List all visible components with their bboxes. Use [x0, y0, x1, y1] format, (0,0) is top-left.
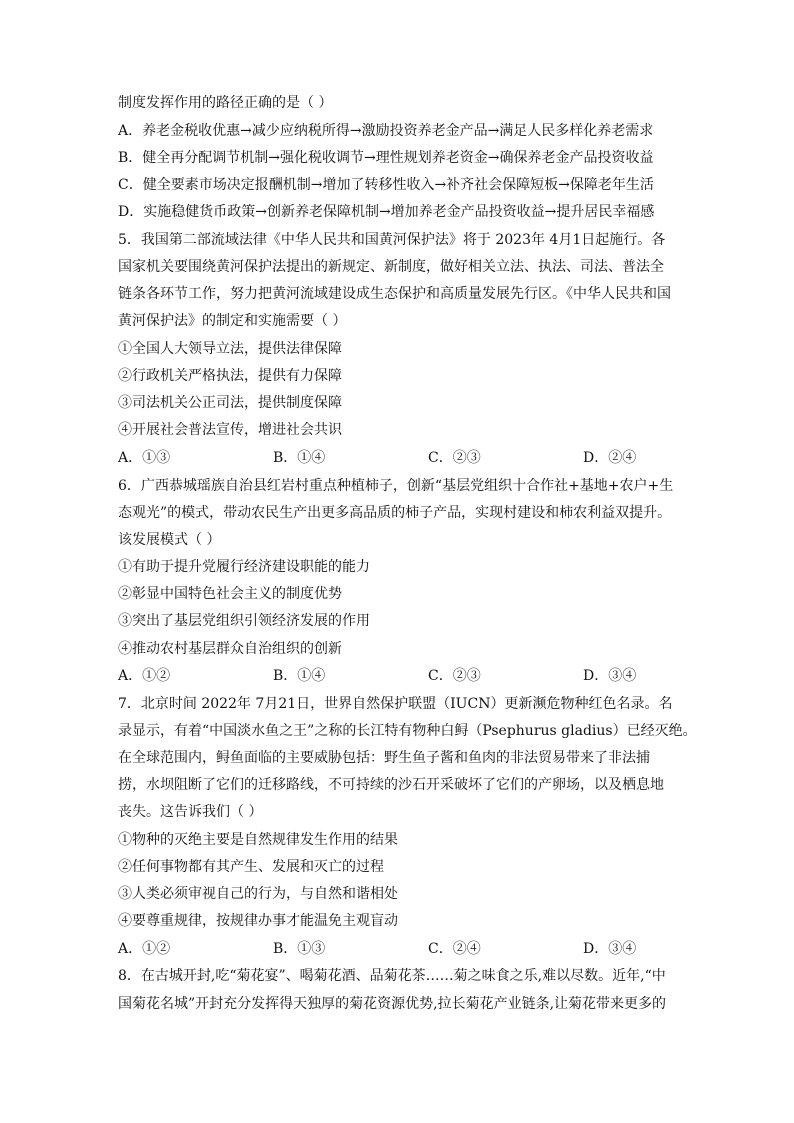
q5-choice-a[interactable]: A．①③: [118, 450, 171, 466]
q4-option-d: D．实施稳健货币政策→创新养老保障机制→增加养老金产品投资收益→提升居民幸福感: [118, 204, 655, 220]
q5-item-2: ②行政机关严格执法，提供有力保障: [118, 368, 342, 384]
q6-choices: [118, 666, 678, 686]
q8-stem-line-1: 8．在古城开封,吃“菊花宴”、喝菊花酒、品菊花茶……菊之味食之乐,难以尽数。近年,“中: [118, 968, 666, 984]
q6-choice-b[interactable]: B．①④: [273, 668, 326, 684]
q5-stem-line-4: 黄河保护法》的制定和实施需要（ ）: [118, 313, 347, 329]
q7-choices: [118, 939, 678, 959]
q7-choice-c[interactable]: C．②④: [428, 941, 481, 957]
q7-choice-d[interactable]: D．③④: [583, 941, 637, 957]
q6-choice-a[interactable]: A．①②: [118, 668, 171, 684]
q7-stem-line-5: 丧失。这告诉我们（ ）: [118, 804, 263, 820]
q6-stem-line-3: 该发展模式（ ）: [118, 532, 221, 548]
q6-item-1: ①有助于提升党履行经济建设职能的能力: [118, 559, 370, 575]
q6-choice-c[interactable]: C．②③: [428, 668, 481, 684]
q7-stem-line-3: 在全球范围内，鲟鱼面临的主要威胁包括：野生鱼子酱和鱼肉的非法贸易带来了非法捕: [118, 750, 650, 766]
q7-item-3: ③人类必须审视自己的行为，与自然和谐相处: [118, 886, 398, 902]
q6-item-2: ②彰显中国特色社会主义的制度优势: [118, 586, 342, 602]
q7-choice-b[interactable]: B．①③: [273, 941, 326, 957]
q8-stem-line-2: 国菊花名城”开封充分发挥得天独厚的菊花资源优势,拉长菊花产业链条,让菊花带来更多的: [118, 996, 667, 1012]
q5-stem-line-1: 5．我国第二部流域法律《中华人民共和国黄河保护法》将于 2023年 4月1日起施行。各: [118, 232, 666, 248]
q7-choice-a[interactable]: A．①②: [118, 941, 171, 957]
q5-item-3: ③司法机关公正司法，提供制度保障: [118, 395, 342, 411]
q5-stem-line-3: 链条各环节工作，努力把黄河流域建设成生态保护和高质量发展先行区。《中华人民共和国: [118, 286, 671, 302]
q6-stem-line-2: 态观光”的模式，带动农民生产出更多高品质的柿子产品，实现村建设和柿农利益双提升。: [118, 505, 672, 521]
q7-item-2: ②任何事物都有其产生、发展和灭亡的过程: [118, 859, 384, 875]
q4-option-a: A．养老金税收优惠→减少应纳税所得→激励投资养老金产品→满足人民多样化养老需求: [118, 123, 654, 139]
q5-choice-b[interactable]: B．①④: [273, 450, 326, 466]
q6-item-3: ③突出了基层党组织引领经济发展的作用: [118, 613, 370, 629]
q6-stem-line-1: 6．广西恭城瑶族自治县红岩村重点种植柿子，创新“基层党组织十合作社+基地+农户+生: [118, 478, 674, 494]
q7-stem-line-1: 7．北京时间 2022年 7月21日，世界自然保护联盟（IUCN）更新濒危物种红色名录。名: [118, 696, 673, 712]
q5-choice-c[interactable]: C．②③: [428, 450, 481, 466]
q5-choices: [118, 448, 678, 468]
q4-option-c: C．健全要素市场决定报酬机制→增加了转移性收入→补齐社会保障短板→保障老年生活: [118, 177, 654, 193]
q7-stem-line-4: 捞，水坝阻断了它们的迁移路线，不可持续的沙石开采破坏了它们的产卵场，以及栖息地: [118, 777, 664, 793]
q5-choice-d[interactable]: D．②④: [583, 450, 637, 466]
q7-item-1: ①物种的灭绝主要是自然规律发生作用的结果: [118, 832, 398, 848]
q5-item-4: ④开展社会普法宣传，增进社会共识: [118, 422, 342, 438]
q4-option-b: B．健全再分配调节机制→强化税收调节→理性规划养老资金→确保养老金产品投资收益: [118, 150, 654, 166]
q6-choice-d[interactable]: D．③④: [583, 668, 637, 684]
q7-stem-line-2: 录显示，有着“中国淡水鱼之王”之称的长江特有物种白鲟（Psephurus gladius）已经灭绝。: [118, 723, 697, 739]
q5-item-1: ①全国人大领导立法，提供法律保障: [118, 341, 342, 357]
q5-stem-line-2: 国家机关要围绕黄河保护法提出的新规定、新制度，做好相关立法、执法、司法、普法全: [118, 259, 664, 275]
q6-item-4: ④推动农村基层群众自治组织的创新: [118, 641, 342, 657]
q4-stem: 制度发挥作用的路径正确的是（ ）: [118, 95, 333, 111]
q7-item-4: ④要尊重规律，按规律办事才能温免主观盲动: [118, 913, 398, 929]
